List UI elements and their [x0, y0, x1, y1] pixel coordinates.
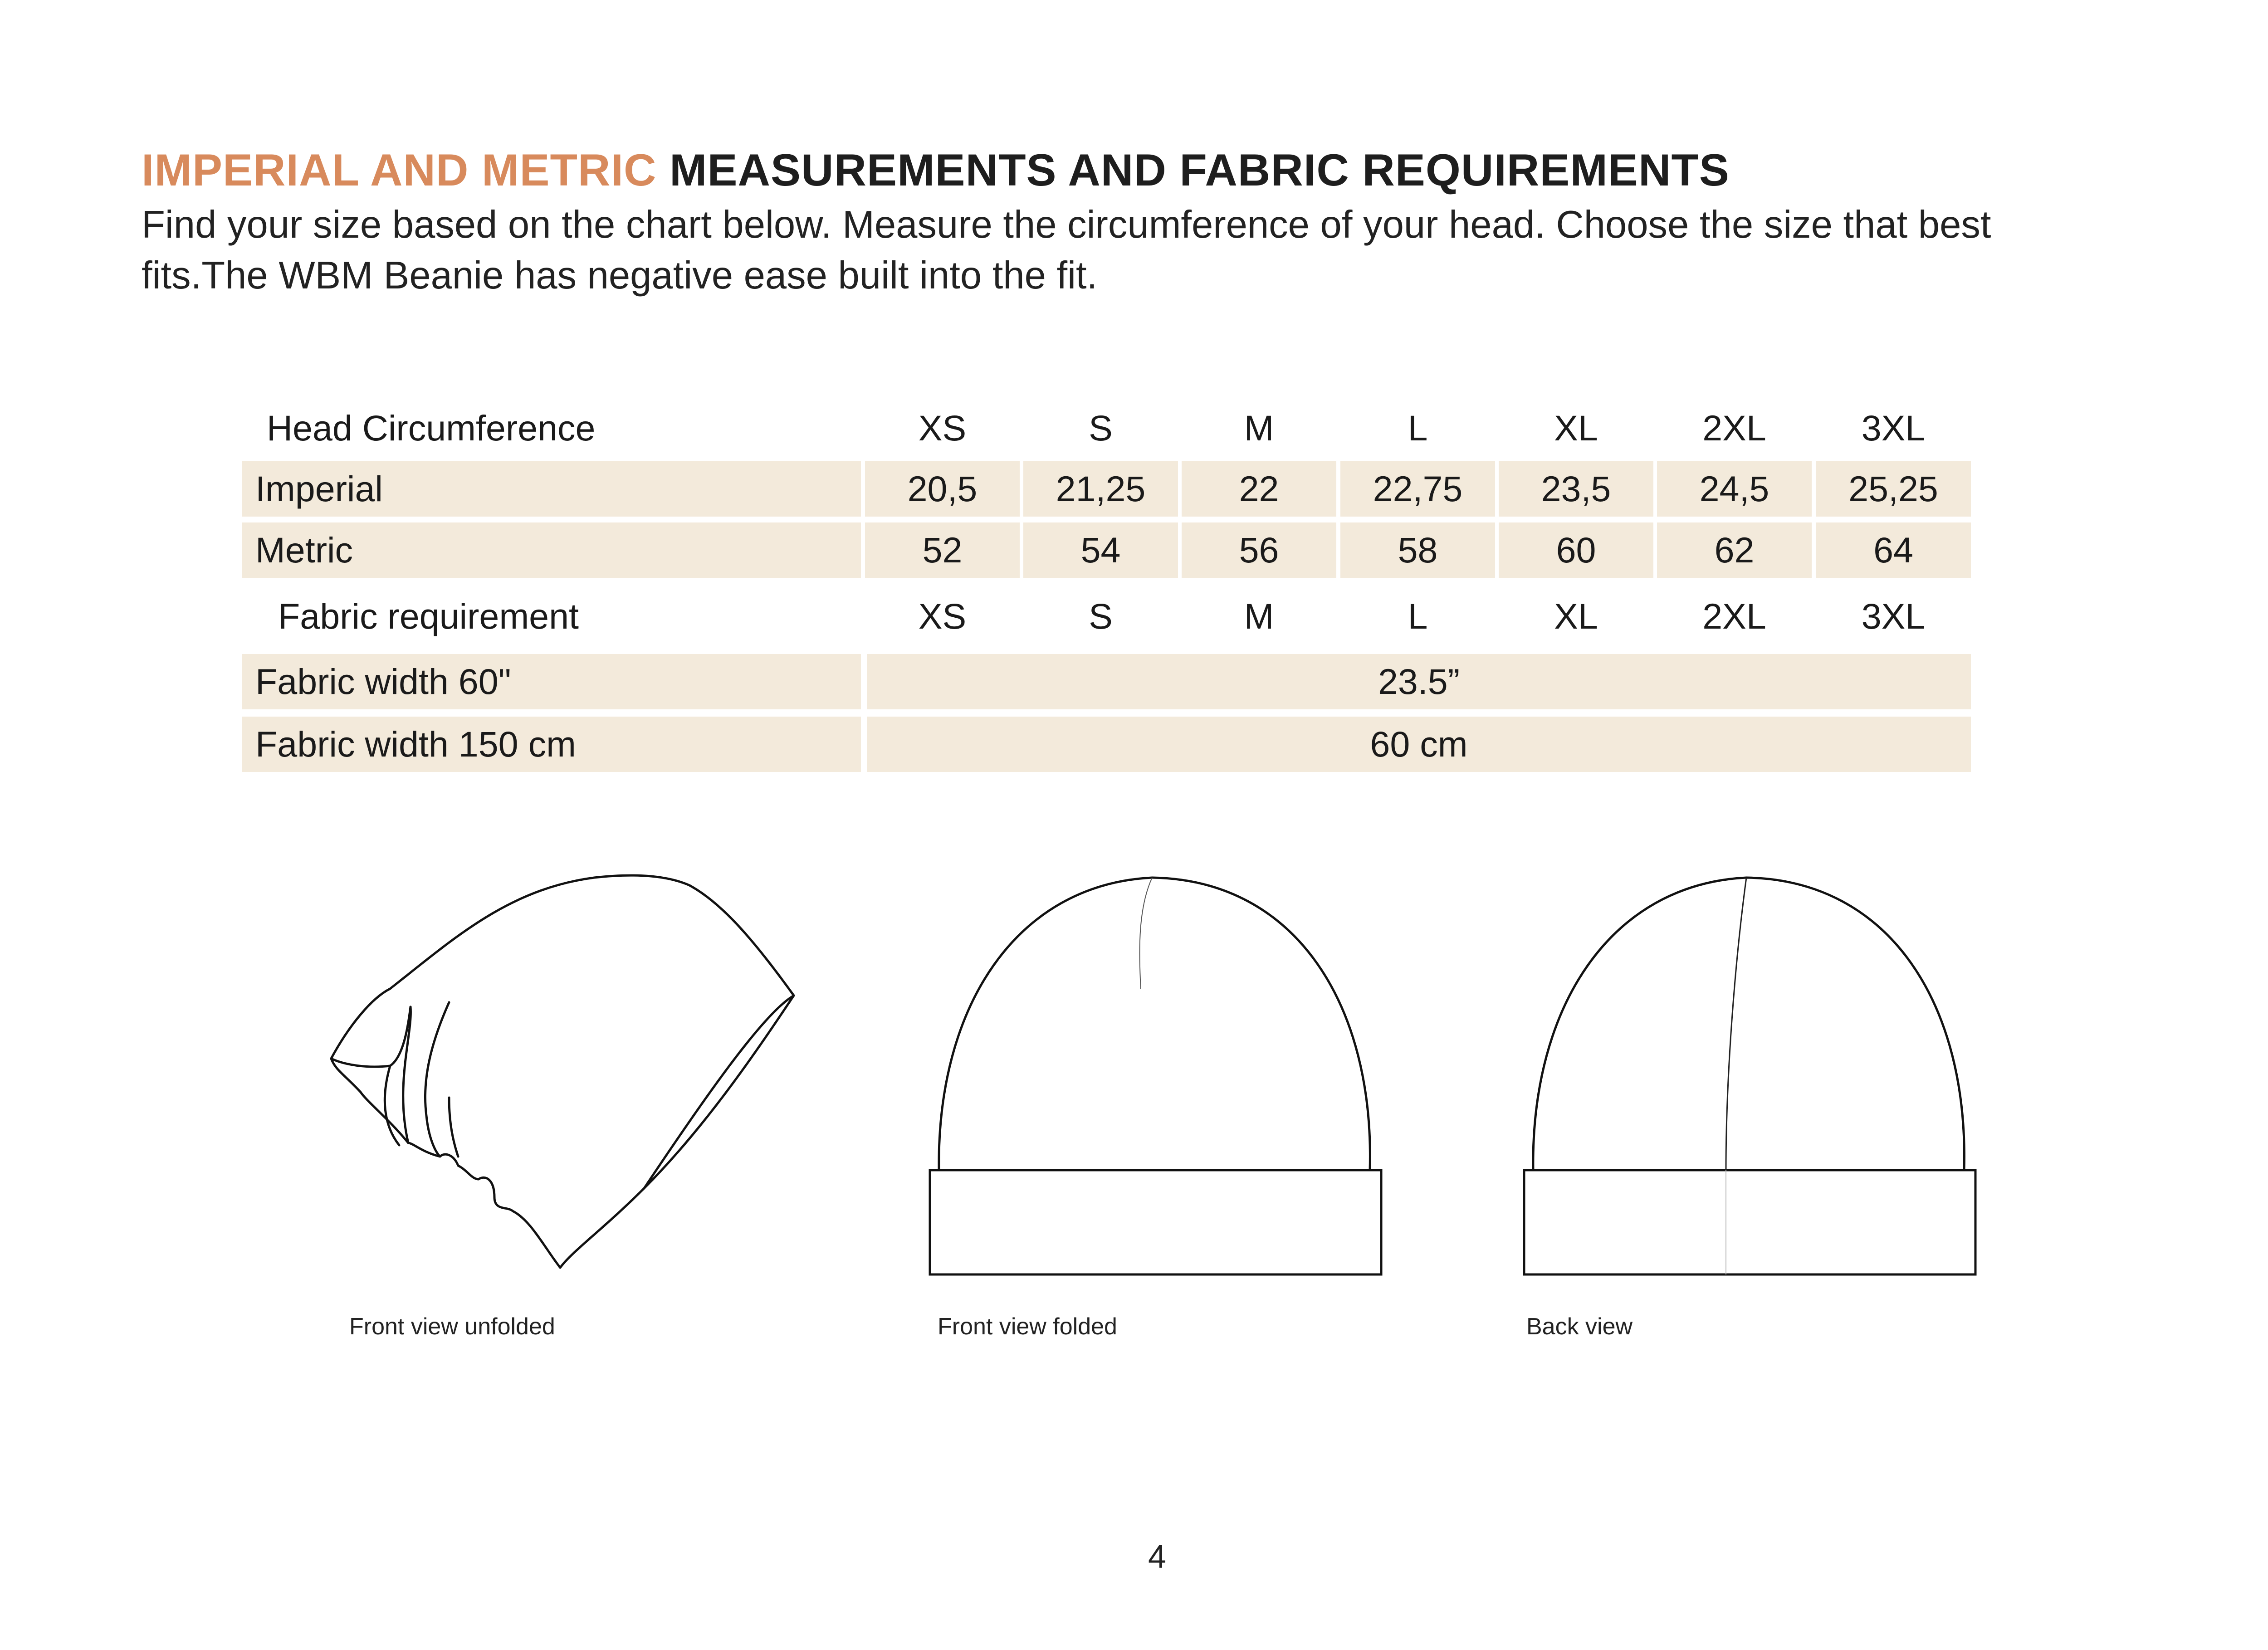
intro-line-2: fits.The WBM Beanie has negative ease built into the fit.	[142, 254, 1098, 297]
metric-value-xl: 60	[1499, 522, 1653, 578]
size-header-xs: XS	[918, 408, 967, 448]
page-number: 4	[1148, 1539, 1167, 1575]
beanie-back-drawing	[1520, 871, 1982, 1279]
beanie-folded-front-drawing	[925, 871, 1388, 1279]
fabric-size-header-xs: XS	[918, 596, 967, 636]
size-header-l: L	[1408, 408, 1428, 448]
metric-value-2xl: 62	[1657, 522, 1812, 578]
size-header-2xl: 2XL	[1702, 408, 1766, 448]
fabric-size-header-s: S	[1089, 596, 1113, 636]
fabric-size-header-m: M	[1244, 596, 1274, 636]
fabric-width-60-value: 23.5”	[867, 654, 1971, 709]
caption-front-view-unfolded: Front view unfolded	[349, 1313, 555, 1340]
metric-value-m: 56	[1182, 522, 1336, 578]
metric-value-s: 54	[1023, 522, 1178, 578]
metric-value-xs: 52	[865, 522, 1020, 578]
caption-front-view-folded: Front view folded	[938, 1313, 1117, 1340]
size-header-s: S	[1089, 408, 1113, 448]
imperial-value-xl: 23,5	[1499, 461, 1653, 517]
imperial-value-3xl: 25,25	[1816, 461, 1971, 517]
imperial-value-m: 22	[1182, 461, 1336, 517]
size-header-3xl: 3XL	[1861, 408, 1926, 448]
intro-paragraph	[142, 200, 2210, 301]
page-title	[142, 144, 1730, 196]
head-circumference-header: Head Circumference	[267, 408, 596, 448]
metric-row-label: Metric	[242, 522, 861, 578]
size-header-xl: XL	[1554, 408, 1598, 448]
caption-back-view: Back view	[1526, 1313, 1633, 1340]
fabric-requirement-header: Fabric requirement	[278, 596, 579, 636]
fabric-size-header-xl: XL	[1554, 596, 1598, 636]
title-accent: IMPERIAL AND METRIC	[142, 145, 657, 195]
fabric-width-150-value: 60 cm	[867, 717, 1971, 772]
metric-value-3xl: 64	[1816, 522, 1971, 578]
intro-line-1: Find your size based on the chart below. Measure the circumference of your head. Choose the size that best	[142, 203, 1991, 246]
fabric-size-header-2xl: 2XL	[1702, 596, 1766, 636]
fabric-size-header-3xl: 3XL	[1861, 596, 1926, 636]
imperial-value-2xl: 24,5	[1657, 461, 1812, 517]
size-header-m: M	[1244, 408, 1274, 448]
imperial-value-l: 22,75	[1340, 461, 1495, 517]
fabric-width-150-label: Fabric width 150 cm	[242, 717, 861, 772]
metric-value-l: 58	[1340, 522, 1495, 578]
imperial-row-label: Imperial	[242, 461, 861, 517]
title-rest: MEASUREMENTS AND FABRIC REQUIREMENTS	[670, 145, 1730, 195]
imperial-value-xs: 20,5	[865, 461, 1020, 517]
fabric-width-60-label: Fabric width 60"	[242, 654, 861, 709]
beanie-unfolded-drawing	[318, 862, 816, 1279]
fabric-size-header-l: L	[1408, 596, 1428, 636]
imperial-value-s: 21,25	[1023, 461, 1178, 517]
